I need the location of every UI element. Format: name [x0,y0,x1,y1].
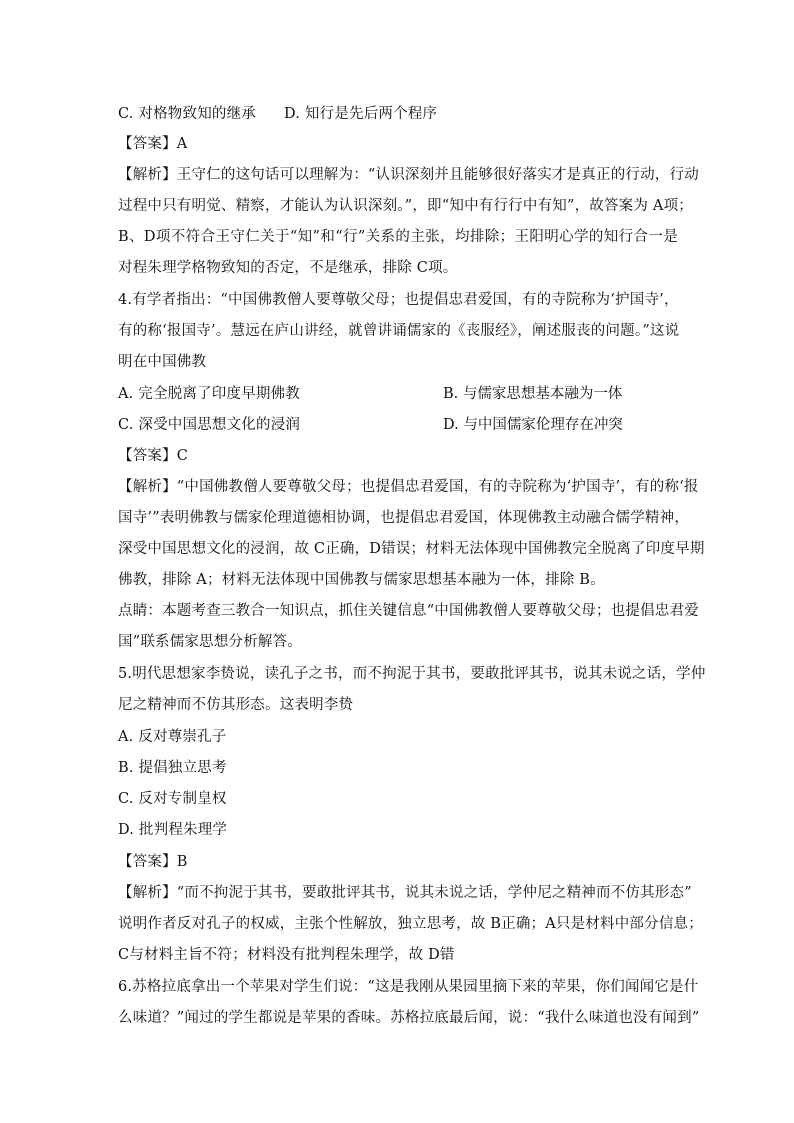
q5-stem-line-1: 5.明代思想家李贽说，读孔子之书，而不拘泥于其书，要敢批评其书，说其未说之话，学仲 [118,666,706,682]
q5-option-c: C. 反对专制皇权 [118,791,227,807]
q5-explanation-line-2: 说明作者反对孔子的权威，主张个性解放，独立思考，故 B正确；A只是材料中部分信息； [118,916,703,932]
q5-option-a: A. 反对尊崇孔子 [118,729,227,745]
q6-stem-line-1: 6.苏格拉底拿出一个苹果对学生们说：“这是我刚从果园里摘下来的苹果，你们闻闻它是什 [118,979,699,995]
q6-stem-line-2: 么味道？”闻过的学生都说是苹果的香味。苏格拉底最后闻，说：“我什么味道也没有闻到” [118,1010,700,1026]
q3-option-d: D. 知行是先后两个程序 [284,106,438,122]
q3-answer: 【答案】A [118,136,188,152]
q4-stem-line-1: 4.有学者指出：“中国佛教僧人要尊敬父母；也提倡忠君爱国，有的寺院称为‘护国寺’， [118,292,679,308]
q4-stem-line-2: 有的称‘报国寺’。慧远在庐山讲经，就曾讲诵儒家的《丧服经》，阐述服丧的问题。”这说 [118,323,680,339]
q5-option-d: D. 批判程朱理学 [118,822,228,838]
q5-explanation-line-1: 【解析】“而不拘泥于其书，要敢批评其书，说其未说之话，学仲尼之精神而不仿其形态” [118,885,692,901]
q4-explanation-line-1: 【解析】“中国佛教僧人要尊敬父母；也提倡忠君爱国，有的寺院称为‘护国寺’，有的称‘报 [118,479,699,495]
q4-option-c: C. 深受中国思想文化的浸润 [118,417,301,433]
q4-answer: 【答案】C [118,448,189,464]
q4-note-line-2: 国”联系儒家思想分析解答。 [118,634,303,650]
q4-option-a: A. 完全脱离了印度早期佛教 [118,386,300,402]
q5-explanation-line-3: C与材料主旨不符；材料没有批判程朱理学，故 D错 [118,947,455,963]
q4-explanation-line-3: 深受中国思想文化的浸润，故 C正确，D错误；材料无法体现中国佛教完全脱离了印度早期 [118,541,705,557]
q4-explanation-line-4: 佛教，排除 A；材料无法体现中国佛教与儒家思想基本融为一体，排除 B。 [118,572,605,588]
q3-explanation-line-2: 过程中只有明觉、精察，才能认为认识深刻。”，即“知中有行行中有知”，故答案为 A项； [118,198,693,214]
q3-explanation-line-1: 【解析】王守仁的这句话可以理解为：“认识深刻并且能够很好落实才是真正的行动，行动 [118,167,699,183]
q4-explanation-line-2: 国寺’”表明佛教与儒家伦理道德相协调，也提倡忠君爱国，体现佛教主动融合儒学精神， [118,510,690,526]
q3-explanation-line-3: B、D项不符合王守仁关于“知”和“行”关系的主张，均排除；王阳明心学的知行合一是 [118,229,678,245]
q4-note-line-1: 点睛：本题考查三教合一知识点，抓住关键信息“中国佛教僧人要尊敬父母；也提倡忠君爱 [118,603,699,619]
q4-stem-line-3: 明在中国佛教 [118,354,207,370]
q3-explanation-line-4: 对程朱理学格物致知的否定，不是继承，排除 C项。 [118,260,458,276]
q5-option-b: B. 提倡独立思考 [118,760,227,776]
q4-option-d: D. 与中国儒家伦理存在冲突 [443,417,623,433]
q5-stem-line-2: 尼之精神而不仿其形态。这表明李贽 [118,697,354,713]
q3-option-c: C. 对格物致知的继承 [118,106,256,122]
q4-option-b: B. 与儒家思想基本融为一体 [443,386,623,402]
q3-options-cd [118,104,678,124]
q5-answer: 【答案】B [118,854,188,870]
